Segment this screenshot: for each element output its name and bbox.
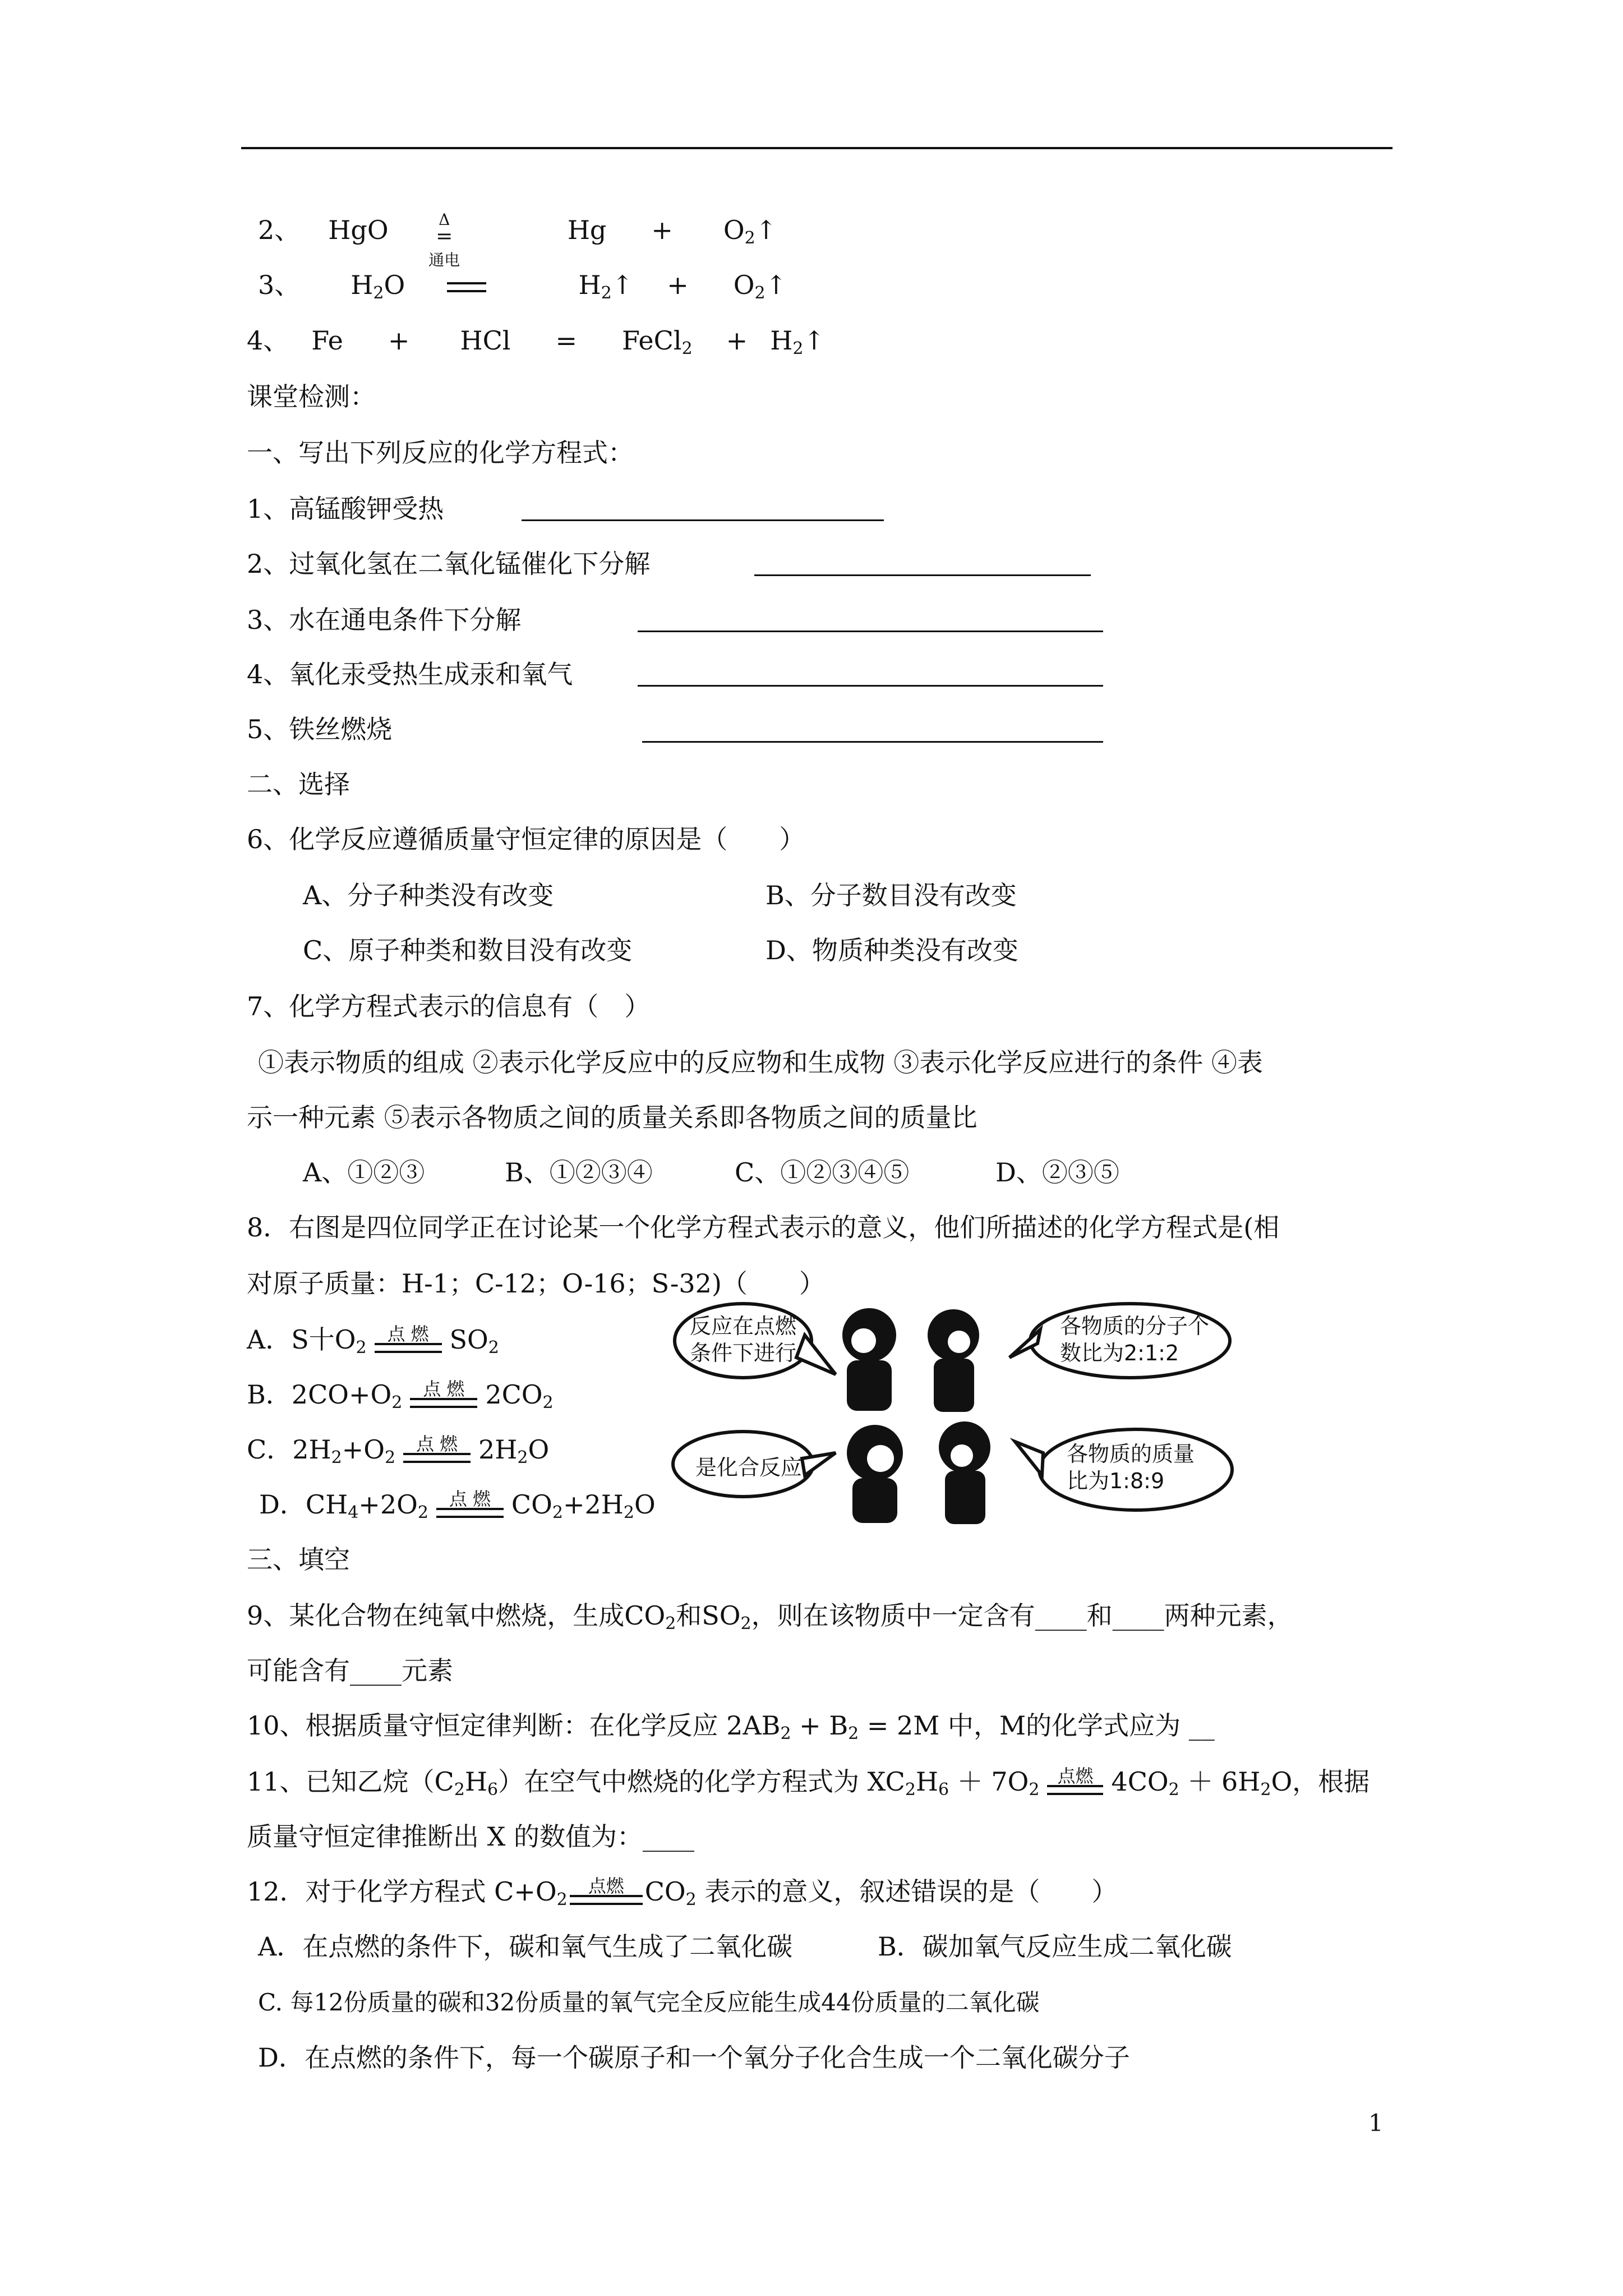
q6-option-a[interactable]: A、分子种类没有改变: [303, 880, 554, 910]
q6-option-d[interactable]: D、物质种类没有改变: [766, 935, 1018, 965]
answer-blank-5[interactable]: [642, 741, 1103, 743]
part1-item-4: 4、氧化汞受热生成汞和氧气: [247, 659, 573, 689]
q7-line-2: 示一种元素 ⑤表示各物质之间的质量关系即各物质之间的质量比: [247, 1102, 978, 1133]
q7-option-c[interactable]: C、①②③④⑤: [735, 1157, 910, 1188]
q12-stem: 12．对于化学方程式 $C+O_2$ 点燃 $CO_2$ 表示的意义，叙述错误的是（ ）: [247, 1875, 1118, 1910]
discussion-figure: [667, 1290, 1234, 1526]
answer-blank-4[interactable]: [638, 685, 1103, 687]
q12-option-d[interactable]: D．在点燃的条件下，每一个碳原子和一个氧分子化合生成一个二氧化碳分子: [258, 2042, 1130, 2073]
q12-option-c[interactable]: C. 每12份质量的碳和32份质量的氧气完全反应能生成44份质量的二氧化碳: [258, 1989, 1040, 2016]
q7-stem: 7、化学方程式表示的信息有（ ）: [247, 991, 651, 1022]
answer-blank-2[interactable]: [754, 574, 1091, 576]
bubble-2: 各物质的分子个数比为2:1:2: [1060, 1314, 1210, 1365]
header-rule: [241, 147, 1393, 149]
part1-title: 一、写出下列反应的化学方程式：: [247, 438, 634, 468]
q12-option-b[interactable]: B．碳加氧气反应生成二氧化碳: [878, 1931, 1232, 1962]
bubble-1: 反应在点燃条件下进行: [690, 1314, 797, 1365]
part1-item-3: 3、水在通电条件下分解: [247, 605, 522, 635]
q11-line-2: 质量守恒定律推断出 X 的数值为：____: [247, 1821, 694, 1852]
q8-option-d[interactable]: D．$CH_4+2O_2$ 点 燃 $CO_2+2H_2O$: [259, 1488, 656, 1522]
q7-line-1: ①表示物质的组成 ②表示化学反应中的反应物和生成物 ③表示化学反应进行的条件 ④表: [258, 1047, 1263, 1078]
q7-option-a[interactable]: A、①②③: [303, 1157, 425, 1188]
q8-option-a[interactable]: A．S十$O_2$ 点 燃 $SO_2$: [247, 1323, 499, 1358]
q6-option-b[interactable]: B、分子数目没有改变: [766, 880, 1017, 910]
q7-option-d[interactable]: D、②③⑤: [995, 1157, 1119, 1188]
equation-2: 2、 HgO Δ = 通电 $Hg + O_2↑$: [258, 210, 777, 269]
answer-blank-1[interactable]: [522, 519, 884, 521]
q8-option-b[interactable]: B．$2CO+O_2$ 点 燃 $2CO_2$: [247, 1378, 554, 1412]
q12-option-a[interactable]: A．在点燃的条件下，碳和氧气生成了二氧化碳: [258, 1931, 793, 1962]
q9-line-1: 9、某化合物在纯氧中燃烧，生成$CO_2$和$SO_2$，则在该物质中一定含有____和____两种元素，: [247, 1600, 1293, 1634]
section-check-title: 课堂检测：: [247, 381, 376, 412]
q10: 10、根据质量守恒定律判断：在化学反应 $2AB_2 + B_2 = 2M$ 中，M的化学式应为 __: [247, 1710, 1215, 1743]
part2-title: 二、选择: [247, 769, 350, 799]
q6-option-c[interactable]: C、原子种类和数目没有改变: [303, 935, 633, 965]
equation-3: 3、 $H_2O$ $H_2↑$ + $O_2↑$: [258, 270, 787, 303]
q8-line-1: 8．右图是四位同学正在讨论某一个化学方程式表示的意义，他们所描述的化学方程式是(相: [247, 1212, 1280, 1243]
q8-option-c[interactable]: C．$2H_2+O_2$ 点 燃 $2H_2O$: [247, 1433, 550, 1467]
q11-line-1: 11、已知乙烷$(C_2H_6)$在空气中燃烧的化学方程式为 $XC_2H_6 + 7O_2$ 点燃 $4CO_2 + 6H_2O$，根据: [247, 1765, 1370, 1800]
q8-line-2: 对原子质量：H-1；C-12；O-16；S-32)（ ）: [247, 1268, 825, 1299]
q7-option-b[interactable]: B、①②③④: [505, 1157, 653, 1188]
bubble-4: 各物质的质量比为1:8:9: [1067, 1442, 1195, 1493]
page-number: 1: [1368, 2109, 1384, 2137]
answer-blank-3[interactable]: [638, 631, 1103, 632]
q9-line-2: 可能含有____元素: [247, 1655, 453, 1686]
part1-item-1: 1、高锰酸钾受热: [247, 494, 444, 524]
part1-item-2: 2、过氧化氢在二氧化锰催化下分解: [247, 549, 651, 579]
bubble-3: 是化合反应: [695, 1455, 803, 1480]
part3-title: 三、填空: [247, 1544, 350, 1575]
part1-item-5: 5、铁丝燃烧: [247, 714, 393, 744]
q6-stem: 6、化学反应遵循质量守恒定律的原因是（ ）: [247, 824, 805, 854]
equation-4: 4、 Fe + HCl = FeCl$_2$ + $H_2↑$: [247, 325, 825, 358]
